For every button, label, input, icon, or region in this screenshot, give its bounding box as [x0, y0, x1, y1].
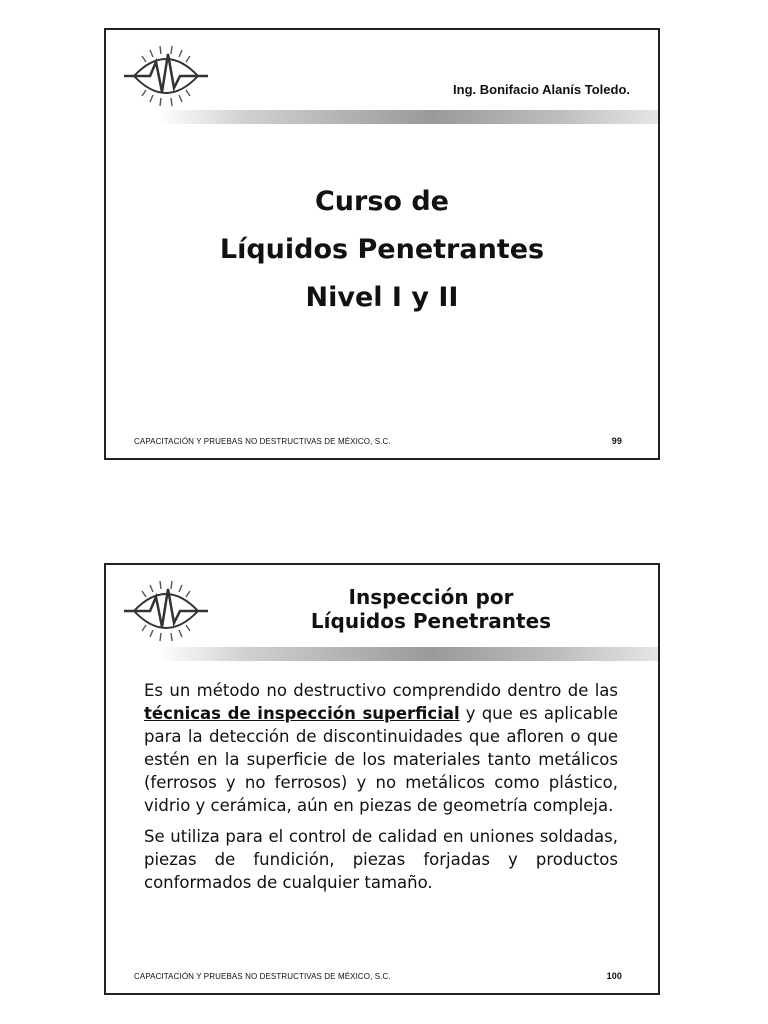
slide-100 [104, 563, 660, 995]
slide-title [224, 585, 638, 633]
title-line-2: Líquidos Penetrantes [310, 609, 552, 633]
paragraph-text: y que es aplicable para la detección de discontinuidades que afloren o que estén en la superficie de los materiales tanto metálicos (ferrosos y no ferrosos) y no metálicos como plástico, vidrio y cerámica, aún en piezas de geometría compleja. [144, 704, 618, 815]
footer-organization: CAPACITACIÓN Y PRUEBAS NO DESTRUCTIVAS DE MÉXICO, S.C. [134, 437, 391, 446]
paragraph-definition [144, 679, 618, 817]
title-line-1: Curso de [314, 186, 449, 217]
title-line-2: Líquidos Penetrantes [219, 234, 545, 265]
slide-footer [134, 971, 622, 981]
slide-body [144, 679, 618, 902]
emphasized-term: técnicas de inspección superficial [144, 704, 460, 723]
page-number: 100 [606, 971, 622, 981]
eye-waveform-logo-icon [120, 573, 212, 649]
footer-organization: CAPACITACIÓN Y PRUEBAS NO DESTRUCTIVAS DE MÉXICO, S.C. [134, 972, 391, 981]
paragraph-usage: Se utiliza para el control de calidad en uniones soldadas, piezas de fundición, piezas forjadas y productos conformados de cualquier tamaño. [144, 827, 618, 892]
slide-99 [104, 28, 660, 460]
author-name: Ing. Bonifacio Alanís Toledo. [453, 82, 630, 97]
eye-waveform-logo-icon [120, 38, 212, 114]
paragraph-text: Es un método no destructivo comprendido dentro de las [144, 681, 618, 700]
title-line-1: Inspección por [348, 585, 514, 609]
page-number: 99 [611, 436, 622, 446]
slide-footer [134, 436, 622, 446]
header-swoosh [158, 110, 658, 124]
header-swoosh [158, 647, 658, 661]
title-line-3: Nivel I y II [305, 282, 459, 313]
slide-title [106, 178, 658, 322]
